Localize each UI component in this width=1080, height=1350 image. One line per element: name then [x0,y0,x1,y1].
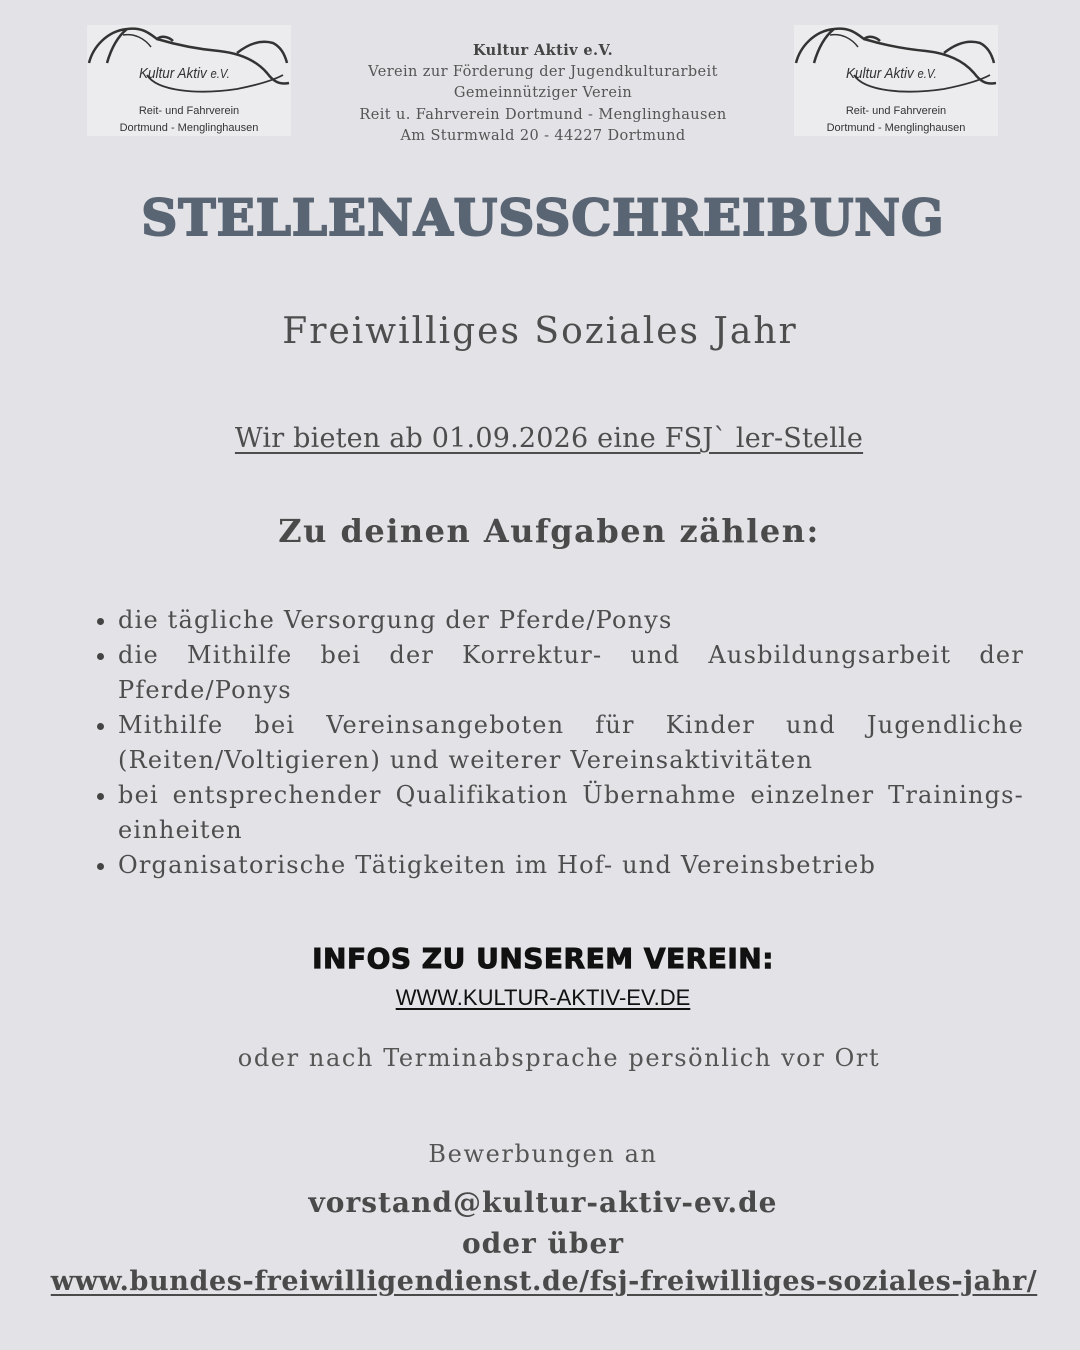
offer-text-underlined: Wir bieten ab 01.09.2026 eine FSJ` ler-Stelle [234,423,864,454]
list-item: Mithilfe bei Vereinsangeboten für Kinder und Jugendliche (Reiten/Voltigieren) und weiterer Vereinsaktivitäten [118,708,1024,778]
list-item: Organisatorische Tätigkeiten im Hof- und Vereinsbetrieb [118,848,1024,883]
task-list [118,603,1024,883]
subtitle: Freiwilliges Soziales Jahr [282,311,798,352]
logo-line-2: Dortmund - Menglinghausen [119,122,259,134]
tasks-heading: Zu deinen Aufgaben zählen: [278,512,820,550]
logo-right [794,25,998,136]
logo-name: Kultur Aktiv e.V. [846,65,937,82]
logo-line-1: Reit- und Fahrverein [845,105,947,117]
fsj-website-link-text[interactable]: www.bundes-freiwilligendienst.de/fsj-freiwilliges-soziales-jahr/ [50,1266,1038,1297]
apply-label: Bewerbungen an [428,1140,658,1168]
logo-left [87,25,291,136]
email-address[interactable]: vorstand@kultur-aktiv-ev.de [308,1186,778,1219]
infos-heading: INFOS ZU UNSEREM VEREIN: [312,942,774,975]
list-item: die tägliche Versorgung der Pferde/Ponys [118,603,1024,638]
offer-text [0,423,1080,454]
logo-name: Kultur Aktiv e.V. [139,65,230,82]
logo-line-1: Reit- und Fahrverein [138,105,240,117]
header-line-2: Gemeinnütziger Verein [453,85,633,102]
logo-line-2: Dortmund - Menglinghausen [826,122,966,134]
fsj-website-link[interactable] [0,1266,1080,1297]
org-name: Kultur Aktiv e.V. [472,42,614,59]
list-item: bei entsprechender Qualifikation Übernahme einzelner Trainings-einheiten [118,778,1024,848]
header-line-3: Reit u. Fahrverein Dortmund - Menglinghausen [359,106,727,123]
list-item: die Mithilfe bei der Korrektur- und Ausbildungsarbeit der Pferde/Ponys [118,638,1024,708]
or-text: oder über [461,1227,625,1260]
page-title: STELLENAUSSCHREIBUNG [141,188,945,247]
header-line-1: Verein zur Förderung der Jugendkulturarbeit [368,63,718,80]
onsite-note: oder nach Terminabsprache persönlich vor Ort [237,1044,881,1072]
club-website-link[interactable] [0,985,1080,1011]
club-website-link-text[interactable]: WWW.KULTUR-AKTIV-EV.DE [395,985,691,1010]
header-line-4: Am Sturmwald 20 - 44227 Dortmund [400,128,686,145]
header-address [300,40,786,148]
